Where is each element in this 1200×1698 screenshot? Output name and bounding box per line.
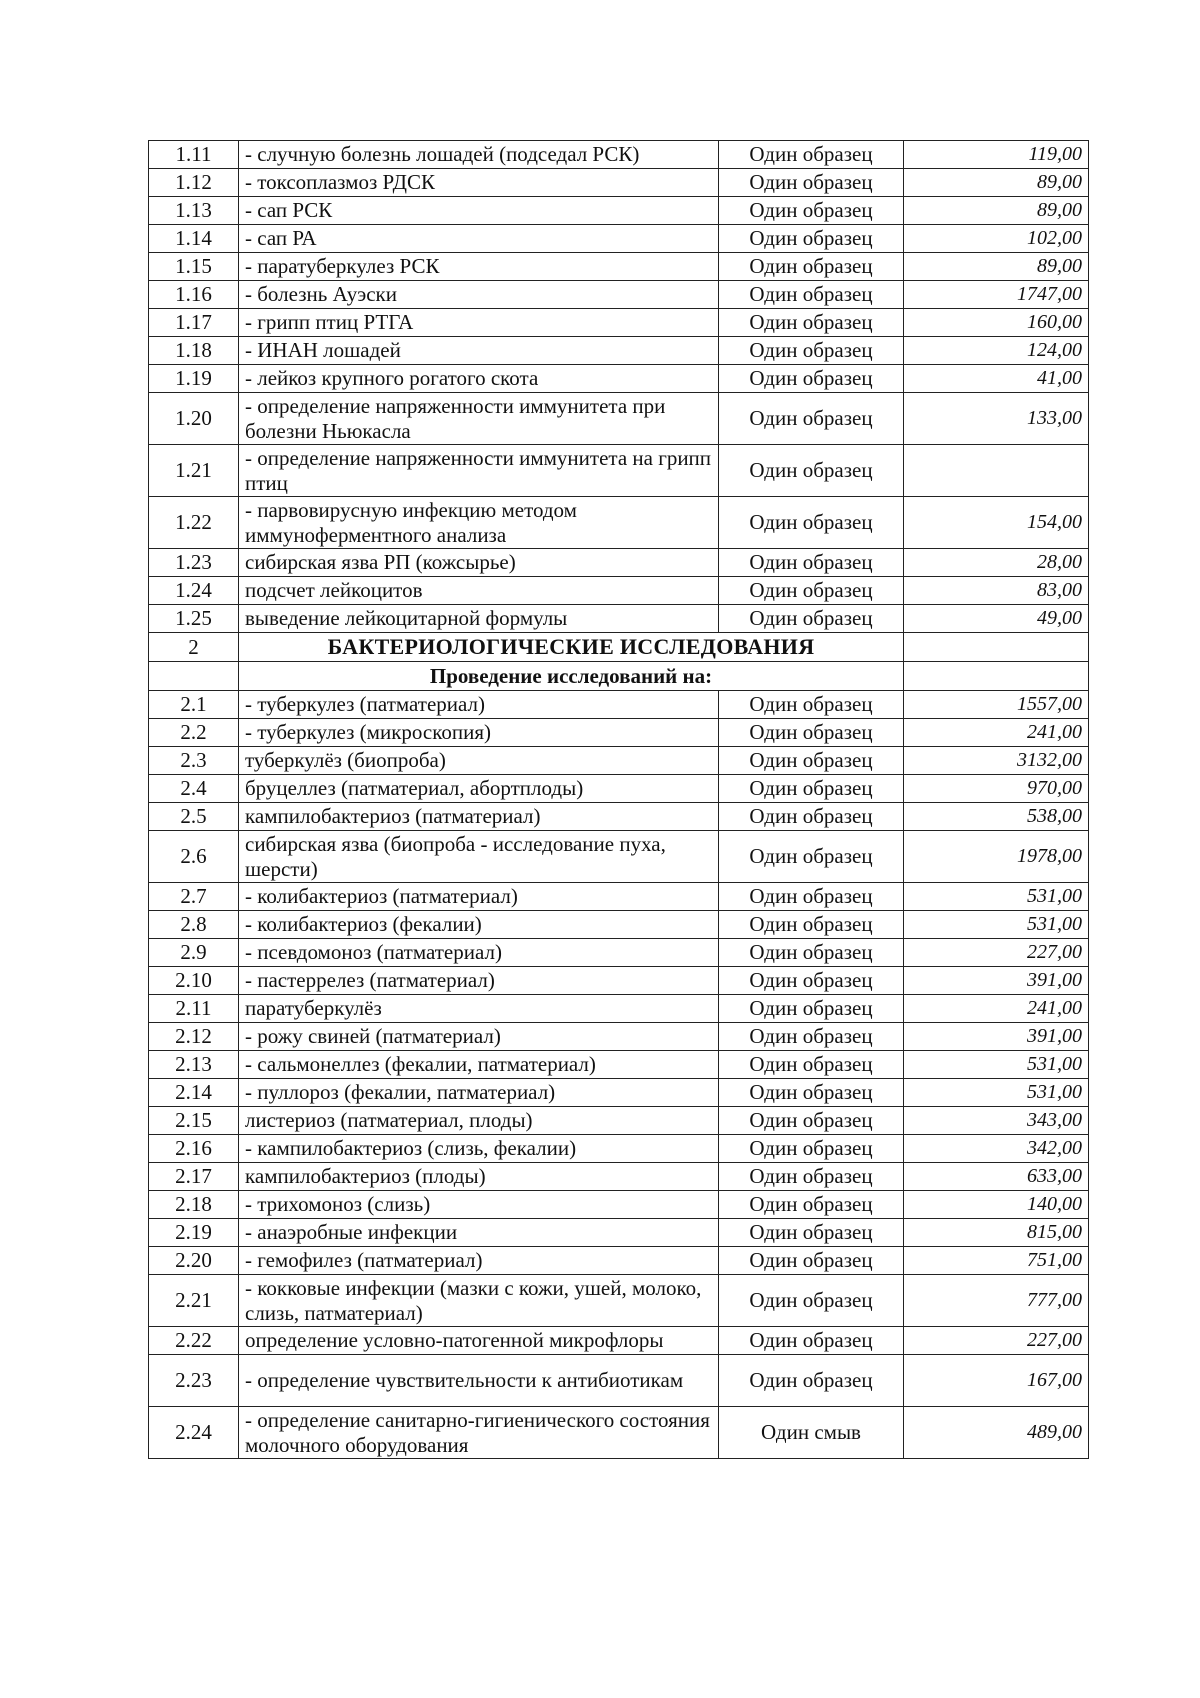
unit-of-measure: Один образец (719, 883, 904, 911)
unit-of-measure: Один образец (719, 1163, 904, 1191)
unit-of-measure: Один образец (719, 1191, 904, 1219)
price-value: 531,00 (904, 883, 1089, 911)
row-number: 2.17 (149, 1163, 239, 1191)
price-value: 1557,00 (904, 691, 1089, 719)
row-number: 1.16 (149, 281, 239, 309)
price-value: 119,00 (904, 141, 1089, 169)
service-name: выведение лейкоцитарной формулы (239, 605, 719, 633)
row-number: 2.16 (149, 1135, 239, 1163)
row-number: 2.6 (149, 831, 239, 883)
table-row (149, 1135, 1089, 1163)
row-number: 2.18 (149, 1191, 239, 1219)
price-value: 28,00 (904, 549, 1089, 577)
service-name: - токсоплазмоз РДСК (239, 169, 719, 197)
service-name: - пастеррелез (патматериал) (239, 967, 719, 995)
unit-of-measure: Один образец (719, 497, 904, 549)
service-name: - болезнь Ауэски (239, 281, 719, 309)
price-value: 531,00 (904, 1079, 1089, 1107)
section-empty-cell (904, 633, 1089, 662)
unit-of-measure: Один образец (719, 1247, 904, 1275)
row-number: 1.14 (149, 225, 239, 253)
price-value: 140,00 (904, 1191, 1089, 1219)
price-value: 1747,00 (904, 281, 1089, 309)
row-number: 1.13 (149, 197, 239, 225)
unit-of-measure: Один образец (719, 691, 904, 719)
service-name: туберкулёз (биопроба) (239, 747, 719, 775)
price-value: 241,00 (904, 995, 1089, 1023)
row-number: 2.12 (149, 1023, 239, 1051)
row-number: 2.21 (149, 1275, 239, 1327)
row-number: 2.3 (149, 747, 239, 775)
table-row (149, 911, 1089, 939)
service-name: - колибактериоз (фекалии) (239, 911, 719, 939)
service-name: - определение напряженности иммунитета при болезни Ньюкасла (239, 393, 719, 445)
row-number: 2.9 (149, 939, 239, 967)
unit-of-measure: Один образец (719, 1219, 904, 1247)
price-value: 777,00 (904, 1275, 1089, 1327)
table-row (149, 365, 1089, 393)
price-value: 49,00 (904, 605, 1089, 633)
price-value: 89,00 (904, 197, 1089, 225)
row-number: 2.8 (149, 911, 239, 939)
table-row (149, 225, 1089, 253)
table-row (149, 549, 1089, 577)
row-number: 1.21 (149, 445, 239, 497)
service-name: - определение чувствительности к антибиотикам (239, 1355, 719, 1407)
service-name: - парвовирусную инфекцию методом иммуноферментного анализа (239, 497, 719, 549)
price-value: 531,00 (904, 1051, 1089, 1079)
table-row (149, 1191, 1089, 1219)
price-value: 89,00 (904, 169, 1089, 197)
price-value: 342,00 (904, 1135, 1089, 1163)
service-name: - трихомоноз (слизь) (239, 1191, 719, 1219)
table-row (149, 1219, 1089, 1247)
row-number: 2.2 (149, 719, 239, 747)
row-number: 2.13 (149, 1051, 239, 1079)
table-row (149, 775, 1089, 803)
price-value: 154,00 (904, 497, 1089, 549)
price-value: 391,00 (904, 967, 1089, 995)
table-row (149, 253, 1089, 281)
service-name: паратуберкулёз (239, 995, 719, 1023)
row-number: 2.24 (149, 1407, 239, 1459)
row-number: 2.5 (149, 803, 239, 831)
unit-of-measure: Один образец (719, 141, 904, 169)
table-row (149, 747, 1089, 775)
unit-of-measure: Один смыв (719, 1407, 904, 1459)
table-row (149, 1023, 1089, 1051)
row-number: 2.4 (149, 775, 239, 803)
unit-of-measure: Один образец (719, 605, 904, 633)
row-number: 1.25 (149, 605, 239, 633)
unit-of-measure: Один образец (719, 939, 904, 967)
service-name: бруцеллез (патматериал, абортплоды) (239, 775, 719, 803)
row-number: 1.18 (149, 337, 239, 365)
table-row (149, 1107, 1089, 1135)
section-number: 2 (149, 633, 239, 662)
row-number: 2.15 (149, 1107, 239, 1135)
service-name: - сап РА (239, 225, 719, 253)
unit-of-measure: Один образец (719, 169, 904, 197)
unit-of-measure: Один образец (719, 1355, 904, 1407)
table-row (149, 939, 1089, 967)
price-value: 160,00 (904, 309, 1089, 337)
unit-of-measure: Один образец (719, 1023, 904, 1051)
unit-of-measure: Один образец (719, 803, 904, 831)
price-value: 633,00 (904, 1163, 1089, 1191)
row-number: 2.23 (149, 1355, 239, 1407)
service-name: - определение напряженности иммунитета на грипп птиц (239, 445, 719, 497)
table-section-2 (149, 691, 1089, 1459)
unit-of-measure: Один образец (719, 337, 904, 365)
row-number: 2.22 (149, 1327, 239, 1355)
row-number: 1.24 (149, 577, 239, 605)
price-value: 3132,00 (904, 747, 1089, 775)
table-row (149, 1355, 1089, 1407)
table-row (149, 1247, 1089, 1275)
price-value: 167,00 (904, 1355, 1089, 1407)
price-value: 133,00 (904, 393, 1089, 445)
unit-of-measure: Один образец (719, 253, 904, 281)
service-name: - псевдомоноз (патматериал) (239, 939, 719, 967)
row-number: 1.12 (149, 169, 239, 197)
row-number: 1.15 (149, 253, 239, 281)
price-value: 241,00 (904, 719, 1089, 747)
price-value: 815,00 (904, 1219, 1089, 1247)
row-number: 2.1 (149, 691, 239, 719)
service-name: подсчет лейкоцитов (239, 577, 719, 605)
row-number: 2.20 (149, 1247, 239, 1275)
unit-of-measure: Один образец (719, 281, 904, 309)
service-name: - ИНАН лошадей (239, 337, 719, 365)
unit-of-measure: Один образец (719, 1079, 904, 1107)
section-title: БАКТЕРИОЛОГИЧЕСКИЕ ИССЛЕДОВАНИЯ (239, 633, 904, 662)
service-name: - анаэробные инфекции (239, 1219, 719, 1247)
row-number: 1.19 (149, 365, 239, 393)
subheading-row (149, 662, 1089, 691)
table-section-header (149, 633, 1089, 691)
table-row (149, 169, 1089, 197)
unit-of-measure: Один образец (719, 549, 904, 577)
price-value: 227,00 (904, 939, 1089, 967)
service-name: - туберкулез (микроскопия) (239, 719, 719, 747)
table-row (149, 803, 1089, 831)
price-value: 970,00 (904, 775, 1089, 803)
table-row (149, 1327, 1089, 1355)
price-value: 227,00 (904, 1327, 1089, 1355)
price-value: 1978,00 (904, 831, 1089, 883)
table-row (149, 719, 1089, 747)
service-name: - определение санитарно-гигиенического состояния молочного оборудования (239, 1407, 719, 1459)
table-row (149, 1407, 1089, 1459)
table-row (149, 393, 1089, 445)
row-number: 1.20 (149, 393, 239, 445)
table-row (149, 197, 1089, 225)
price-value: 538,00 (904, 803, 1089, 831)
price-value: 343,00 (904, 1107, 1089, 1135)
unit-of-measure: Один образец (719, 911, 904, 939)
unit-of-measure: Один образец (719, 393, 904, 445)
row-number: 2.14 (149, 1079, 239, 1107)
unit-of-measure: Один образец (719, 1275, 904, 1327)
table-row (149, 141, 1089, 169)
service-name: определение условно-патогенной микрофлоры (239, 1327, 719, 1355)
row-number: 1.17 (149, 309, 239, 337)
table-row (149, 831, 1089, 883)
price-value: 489,00 (904, 1407, 1089, 1459)
service-name: - грипп птиц РТГА (239, 309, 719, 337)
service-name: кампилобактериоз (плоды) (239, 1163, 719, 1191)
service-name: - кампилобактериоз (слизь, фекалии) (239, 1135, 719, 1163)
table-row (149, 1163, 1089, 1191)
service-name: - случную болезнь лошадей (подседал РСК) (239, 141, 719, 169)
row-number: 1.11 (149, 141, 239, 169)
unit-of-measure: Один образец (719, 445, 904, 497)
row-number: 2.10 (149, 967, 239, 995)
price-value: 391,00 (904, 1023, 1089, 1051)
unit-of-measure: Один образец (719, 577, 904, 605)
table-row (149, 445, 1089, 497)
unit-of-measure: Один образец (719, 1107, 904, 1135)
unit-of-measure: Один образец (719, 1327, 904, 1355)
table-row (149, 691, 1089, 719)
unit-of-measure: Один образец (719, 995, 904, 1023)
unit-of-measure: Один образец (719, 747, 904, 775)
unit-of-measure: Один образец (719, 309, 904, 337)
service-name: - туберкулез (патматериал) (239, 691, 719, 719)
unit-of-measure: Один образец (719, 1135, 904, 1163)
price-value: 41,00 (904, 365, 1089, 393)
service-name: листериоз (патматериал, плоды) (239, 1107, 719, 1135)
table-section-1 (149, 141, 1089, 633)
row-number: 2.7 (149, 883, 239, 911)
unit-of-measure: Один образец (719, 831, 904, 883)
row-number: 2.19 (149, 1219, 239, 1247)
unit-of-measure: Один образец (719, 225, 904, 253)
service-name: - пуллороз (фекалии, патматериал) (239, 1079, 719, 1107)
table-row (149, 309, 1089, 337)
price-value: 89,00 (904, 253, 1089, 281)
subheading-text: Проведение исследований на: (239, 662, 904, 691)
service-name: - гемофилез (патматериал) (239, 1247, 719, 1275)
table-row (149, 883, 1089, 911)
section-header-row (149, 633, 1089, 662)
table-row (149, 577, 1089, 605)
table-row (149, 337, 1089, 365)
table-row (149, 497, 1089, 549)
table-row (149, 605, 1089, 633)
service-name: - сальмонеллез (фекалии, патматериал) (239, 1051, 719, 1079)
table-row (149, 1051, 1089, 1079)
row-number: 1.22 (149, 497, 239, 549)
subheading-empty-num (149, 662, 239, 691)
table-row (149, 1275, 1089, 1327)
table-row (149, 281, 1089, 309)
unit-of-measure: Один образец (719, 719, 904, 747)
service-name: сибирская язва (биопроба - исследование пуха, шерсти) (239, 831, 719, 883)
unit-of-measure: Один образец (719, 197, 904, 225)
price-value: 102,00 (904, 225, 1089, 253)
unit-of-measure: Один образец (719, 775, 904, 803)
subheading-empty-price (904, 662, 1089, 691)
row-number: 1.23 (149, 549, 239, 577)
service-name: - колибактериоз (патматериал) (239, 883, 719, 911)
price-value (904, 445, 1089, 497)
service-name: - лейкоз крупного рогатого скота (239, 365, 719, 393)
price-value: 83,00 (904, 577, 1089, 605)
table-row (149, 967, 1089, 995)
table-row (149, 1079, 1089, 1107)
table-row (149, 995, 1089, 1023)
price-value: 124,00 (904, 337, 1089, 365)
service-name: - кокковые инфекции (мазки с кожи, ушей, молоко, слизь, патматериал) (239, 1275, 719, 1327)
price-value: 751,00 (904, 1247, 1089, 1275)
price-value: 531,00 (904, 911, 1089, 939)
service-name: кампилобактериоз (патматериал) (239, 803, 719, 831)
service-name: - паратуберкулез РСК (239, 253, 719, 281)
service-name: - рожу свиней (патматериал) (239, 1023, 719, 1051)
unit-of-measure: Один образец (719, 967, 904, 995)
service-name: - сап РСК (239, 197, 719, 225)
row-number: 2.11 (149, 995, 239, 1023)
service-name: сибирская язва РП (кожсырье) (239, 549, 719, 577)
unit-of-measure: Один образец (719, 1051, 904, 1079)
unit-of-measure: Один образец (719, 365, 904, 393)
price-table (148, 140, 1089, 1459)
